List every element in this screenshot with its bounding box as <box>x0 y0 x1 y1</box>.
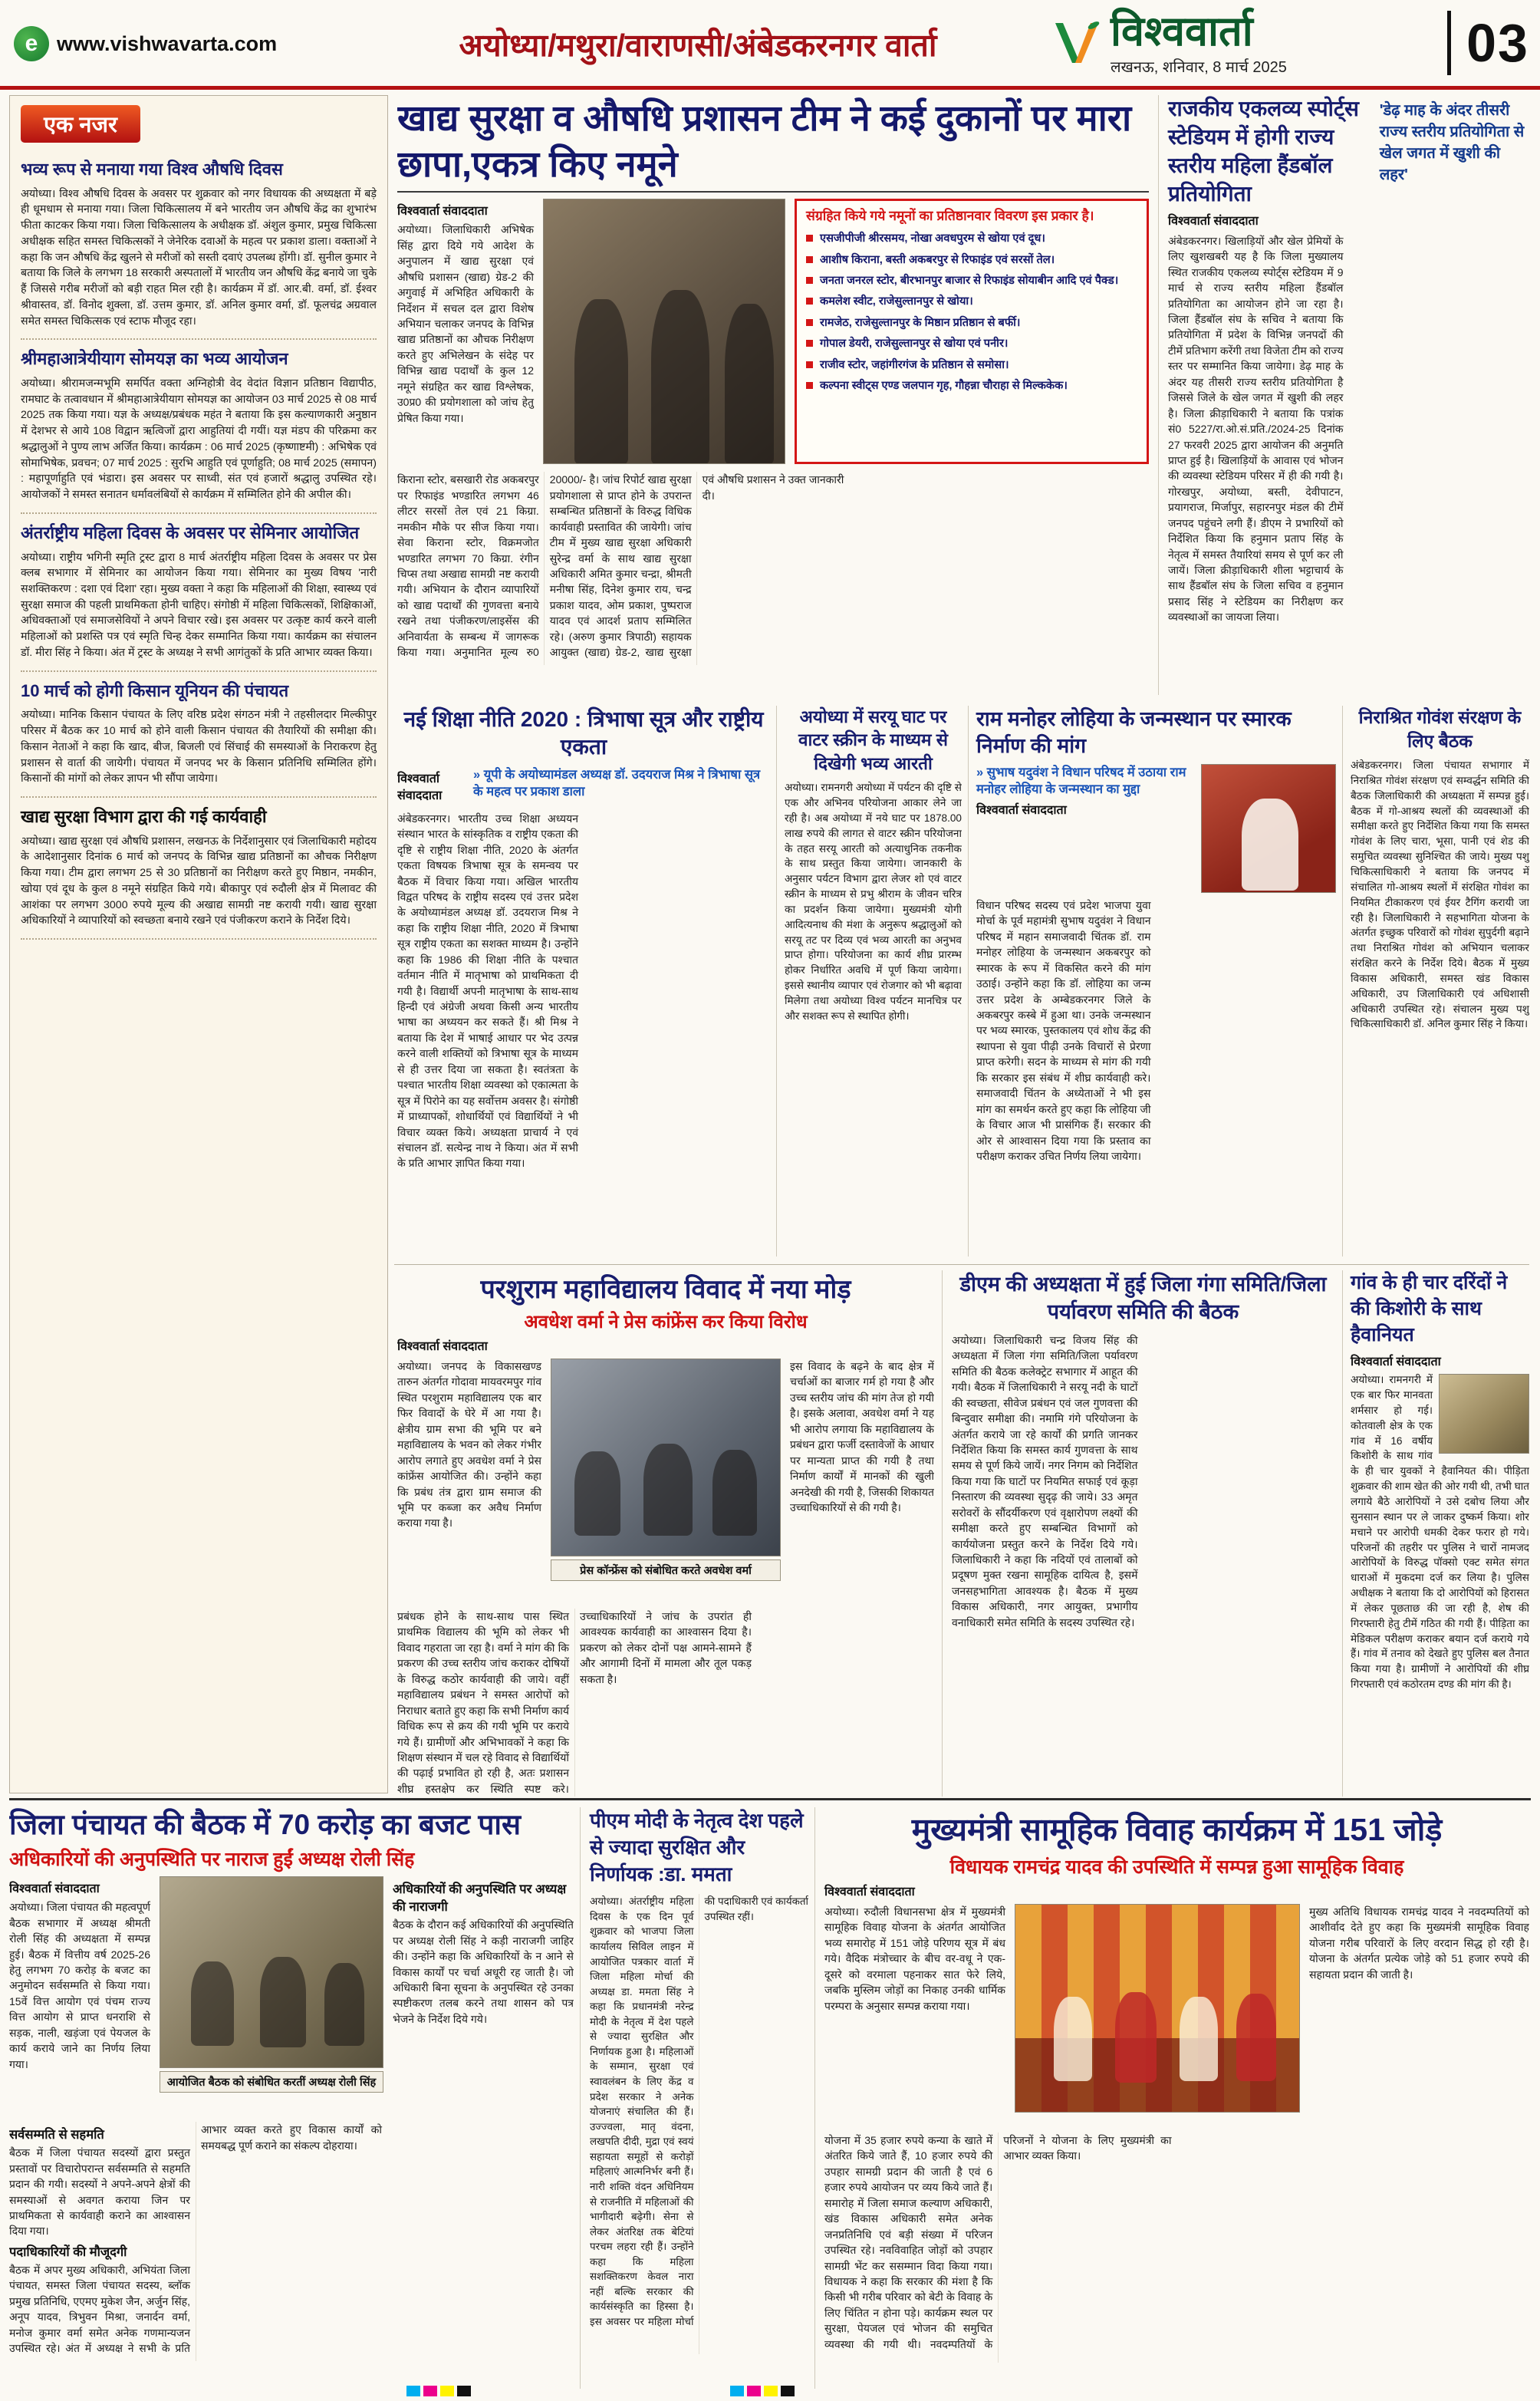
masthead <box>0 0 1540 86</box>
headline-rule <box>397 191 1149 193</box>
bottom-band-divider <box>9 1798 1531 1800</box>
story-dm-ganga-committee <box>942 1270 1334 1797</box>
panchayat-section-body: बैठक के दौरान कई अधिकारियों की अनुपस्थिति पर अध्यक्ष रोली सिंह ने कड़ी नाराजगी जाहिर की। उन्होंने कहा कि अधिकारियों के न आने से विकास कार्यों पर चर्चा अधूरी रह जाती है। जो अधिकारी बिना सूचना के अनुपस्थित रहे उनका स्पष्टीकरण तलब करने तथा शासन को पत्र भेजने के निर्देश दिये गये। <box>393 1918 574 2025</box>
education-byline: विश्ववार्ता संवाददाता <box>397 772 443 802</box>
sample-item: राजीव स्टोर, जहांगीरगंज के प्रतिष्ठान से समोसा। <box>806 357 1137 373</box>
sample-item: कल्पना स्वीट्स एण्ड जलपान गृह, गौहन्ना चौराहा से मिल्ककेक। <box>806 378 1137 394</box>
parshuram-subhead: अवधेश वर्मा ने प्रेस कांफ्रेंस कर किया विरोध <box>524 1312 808 1332</box>
article-body: अयोध्या। विश्व औषधि दिवस के अवसर पर शुक्रवार को नगर विधायक की अध्यक्षता में बड़े ही धूमधाम से मनाया गया। जिला चिकित्सालय में बने भारतीय जन औषधि केंद्र का शुभारंभ फीता काटकर किया गया। जिला चिकित्सालय के अधीक्षक डॉ. अंशुल कुमार, प्रमुख चिकित्सा अधीक्षक सहित समस्त चिकित्सकों ने जेनेरिक दवाओं के महत्व पर प्रकाश डाला। वक्ताओं ने कहा कि जन औषधि केंद्र खुलने से मरीजों को सस्ती दवाएं उपलब्ध होंगी। डॉ. सुनील कुमार ने बताया कि जिले के लगभग 18 सरकारी अस्पतालों में भारतीय जन औषधि केंद्र बनाये जा चुके हैं जिससे गरीब मरीजों को बड़ी राहत मिल रही है। कार्यक्रम में डॉ. आर.बी. वर्मा, डॉ. ईश्वर श्रीवास्तव, डॉ. विनोद शुक्ला, डॉ. उत्तम कुमार, डॉ. अनिल कुमार वर्मा, डॉ. फूलचंद्र अग्रवाल समेत समस्त चिकित्सक एवं स्टाफ मौजूद रहा। <box>21 187 377 328</box>
story-parshuram-college <box>397 1270 934 1797</box>
marriage-body-bottom: योजना में 35 हजार रुपये कन्या के खाते में अंतरित किये जाते हैं, 10 हजार रुपये की उपहार सामग्री प्रदान की जाती है एवं 6 हजार रुपये आयोजन पर व्यय किये जाते हैं। समारोह में जिला समाज कल्याण अधिकारी, खंड विकास अधिकारी समेत अनेक जनप्रतिनिधि एवं बड़ी संख्या में परिजन उपस्थित रहे। नवविवाहित जोड़ों को उपहार सामग्री भेंट कर ससम्मान विदा किया गया। विधायक ने कहा कि सरकार की मंशा है कि किसी भी गरीब परिवार को बेटी के विवाह के लिए चिंतित न होना पड़े। कार्यक्रम स्थल पर सुरक्षा, पेयजल एवं भोजन की समुचित व्यवस्था की गयी थी। नवदम्पतियों के परिजनों ने योजना के लिए मुख्यमंत्री का आभार व्यक्त किया। <box>824 2134 1172 2350</box>
dm-headline: डीएम की अध्यक्षता में हुई जिला गंगा समिति/जिला पर्यावरण समिति की बैठक <box>959 1273 1327 1324</box>
pm-headline: पीएम मोदी के नेतृत्व देश पहले से ज्यादा सुरक्षित और निर्णायक :डा. ममता <box>590 1809 804 1886</box>
lead-headline: खाद्य सुरक्षा व औषधि प्रशासन टीम ने कई दुकानों पर मारा छापा,एकत्र किए नमूने <box>397 97 1132 184</box>
story-samuhik-vivah <box>814 1807 1529 2389</box>
aarti-body: अयोध्या। रामनगरी अयोध्या में पर्यटन की दृष्टि से एक और अभिनव परियोजना आकार लेने जा रही है। अब अयोध्या में नये घाट पर 1878.00 लाख रुपये की लागत से वाटर स्क्रीन परियोजना के तहत सरयू आरती को अत्याधुनिक तकनीक के साथ प्रस्तुत किया जायेगा। जानकारी के अनुसार पर्यटन विभाग द्वारा लेजर शो एवं वाटर स्क्रीन के माध्यम से प्रभु श्रीराम के जीवन चरित्र का प्रदर्शन किया जायेगा। मुख्यमंत्री योगी आदित्यनाथ की मंशा के अनुरूप श्रद्धालुओं को सरयू तट पर दिव्य एवं भव्य आरती का अनुभव प्राप्त होगा। परियोजना का कार्य शीघ्र प्रारम्भ होकर निर्धारित अवधि में पूर्ण किया जायेगा। इससे स्थानीय व्यापार एवं रोजगार को भी बढ़ावा मिलेगा तथा अयोध्या विश्व पर्यटन मानचित्र पर और सशक्त रूप से स्थापित होगी। <box>785 782 962 1022</box>
edition-line: लखनऊ, शनिवार, 8 मार्च 2025 <box>1111 59 1287 77</box>
story-lohia-memorial <box>968 706 1336 1256</box>
lohia-body: विधान परिषद सदस्य एवं प्रदेश भाजपा युवा मोर्चा के पूर्व महामंत्री सुभाष यदुवंश ने विधान परिषद में महान समाजवादी चिंतक डॉ. राम मनोहर लोहिया के जन्मस्थान अकबरपुर को स्मारक के रूप में विकसित करने की मांग उठाई। उन्होंने कहा कि डॉ. लोहिया का जन्म उत्तर प्रदेश के अम्बेडकरनगर जिले के अकबरपुर कस्बे में हुआ था। उनके जन्मस्थान पर भव्य स्मारक, पुस्तकालय एवं शोध केंद्र की स्थापना से युवा पीढ़ी उनके विचारों से प्रेरणा प्राप्त करेगी। सदन के माध्यम से मांग की गयी कि सरकार इस संबंध में शीघ्र कार्यवाही करे। समाजवादी चिंतन के अध्येताओं ने भी इस मांग का समर्थन करते हुए कहा कि लोहिया जी के विचार आज भी प्रासंगिक हैं। सरकार की ओर से आश्वासन दिया गया कि प्रस्ताव का परीक्षण कराकर उचित निर्णय लिया जायेगा। <box>976 898 1151 1162</box>
page-number-box <box>1447 11 1529 75</box>
samples-box <box>795 199 1149 464</box>
sample-item: जनता जनरल स्टोर, बीरभानपुर बाजार से रिफाइंड सोयाबीन आदि एवं पैक्ड। <box>806 273 1137 288</box>
handball-byline: विश्ववार्ता संवाददाता <box>1168 214 1259 228</box>
sidebar-ek-najar <box>9 95 388 1793</box>
samples-box-title: संग्रहित किये गये नमूनों का प्रतिष्ठानवार विवरण इस प्रकार है। <box>806 208 1094 224</box>
panchayat-subhead: अधिकारियों की अनुपस्थिति पर नाराज हुईं अध्यक्ष रोली सिंह <box>9 1849 415 1871</box>
marriage-subhead: विधायक रामचंद्र यादव की उपस्थिति में सम्पन्न हुआ सामूहिक विवाह <box>949 1856 1404 1878</box>
panchayat-photo <box>160 1876 383 2068</box>
sidebar-article-somyagya <box>21 340 377 514</box>
govansh-headline: निराश्रित गोवंश संरक्षण के लिए बैठक <box>1358 707 1522 752</box>
handball-body: अंबेडकरनगर। खिलाड़ियों और खेल प्रेमियों के लिए खुशखबरी यह है कि जिला मुख्यालय स्थित राजकीय एकलव्य स्पोर्ट्स स्टेडियम में 9 मार्च से राज्य स्तरीय महिला हैंडबॉल प्रतियोगिता का आयोजन होने जा रहा है। जिला हैंडबॉल संघ के सचिव ने बताया कि प्रतियोगिता में प्रदेश के विभिन्न जनपदों की टीमें प्रतिभाग करेंगी तथा विजेता टीम को राज्य स्तर पर सम्मानित किया जायेगा। डेढ़ माह के अंदर यह तीसरी राज्य स्तरीय प्रतियोगिता है जिससे जिले के खेल जगत में खुशी की लहर है। जिला क्रीड़ाधिकारी ने बताया कि पत्रांक सं0 5227/रा.ओ.सं.प्रति./2024-25 दिनांक 27 फरवरी 2025 द्वारा आयोजन की अनुमति प्राप्त हुई है। खिलाड़ियों के आवास एवं भोजन की व्यवस्था स्टेडियम परिसर में ही की गयी है। गोरखपुर, अयोध्या, बस्ती, देवीपाटन, प्रयागराज, मिर्जापुर, सहारनपुर मंडल की टीमें जनपद पहुंचने लगी हैं। डीएम ने प्रभारियों को निर्देशित किया कि हनुमान प्रताप सिंह के नेतृत्व में समस्त तैयारियां समय से पूर्ण कर ली जायें। जिला क्रीड़ाधिकारी शीला भट्टाचार्य के साथ हैंडबॉल संघ के जिला सचिव व हनुमान प्रसाद सिंह ने स्टेडियम का निरीक्षण कर व्यवस्थाओं का जायजा लिया। <box>1168 234 1344 624</box>
samples-list <box>806 231 1137 394</box>
govansh-body: अंबेडकरनगर। जिला पंचायत सभागार में निराश्रित गोवंश संरक्षण एवं सम्वर्द्धन समिति की बैठक जिलाधिकारी की अध्यक्षता में सम्पन्न हुई। बैठक में गो-आश्रय स्थलों की व्यवस्थाओं की समीक्षा करते हुए निर्देशित किया गया कि समस्त गोवंश के लिए चारा, भूसा, पानी एवं शेड की समुचित व्यवस्था सुनिश्चित की जाये। मुख्य पशु चिकित्साधिकारी ने बताया कि जनपद में संचालित गो-आश्रय स्थलों में संरक्षित गोवंश का नियमित टीकाकरण एवं ईयर टैगिंग करायी जा रही है। जिलाधिकारी ने सहभागिता योजना के अंतर्गत इच्छुक परिवारों को गोवंश सुपुर्दगी बढ़ाने तथा निराश्रित गोवंश को अभियान चलाकर संरक्षित करने के निर्देश दिये। बैठक में मुख्य विकास अधिकारी, समस्त खंड विकास अधिकारी, उप जिलाधिकारी एवं अधिशासी अधिकारी उपस्थित रहे। संचालन मुख्य पशु चिकित्साधिकारी डॉ. अनिल कुमार सिंह ने किया। <box>1351 759 1529 1030</box>
panchayat-section-title: सर्वसम्मति से सहमति <box>9 2128 104 2142</box>
section-label-ek-najar: एक नजर <box>21 105 140 143</box>
parshuram-byline: विश्ववार्ता संवाददाता <box>397 1340 488 1353</box>
story-pm-modi-mamta <box>580 1807 808 2389</box>
sample-item: एसजीपीजी श्रीरसमय, नोखा अवधपुरम से खोया एवं दूध। <box>806 231 1137 246</box>
sample-item: गोपाल डेयरी, राजेसुल्तानपुर से खोया एवं पनीर। <box>806 336 1137 351</box>
crime-body: अयोध्या। रामनगरी में एक बार फिर मानवता शर्मसार हो गई। कोतवाली क्षेत्र के एक गांव में 16 वर्षीय किशोरी के साथ गांव के ही चार युवकों ने हैवानियत की। पीड़िता शुक्रवार की शाम खेत की ओर गयी थी, तभी घात लगाये बैठे आरोपियों ने उसे दबोच लिया और सुनसान स्थान पर ले जाकर दुष्कर्म किया। शोर मचाने पर आरोपी धमकी देकर फरार हो गये। परिजनों की तहरीर पर पुलिस ने चारों नामजद आरोपियों के विरुद्ध पॉक्सो एक्ट समेत संगत धाराओं में मुकदमा दर्ज कर लिया है। पुलिस अधीक्षक ने बताया कि दो आरोपियों को हिरासत में लेकर पूछताछ की जा रही है, शेष की गिरफ्तारी हेतु टीमें गठित की गयी हैं। पीड़िता का मेडिकल परीक्षण कराकर बयान दर्ज कराये गये हैं। गांव में तनाव को देखते हुए पुलिस बल तैनात किया गया है। ग्रामीणों ने आरोपियों की शीघ्र गिरफ्तारी एवं कठोरतम दण्ड की मांग की है। <box>1351 1374 1529 1691</box>
crime-byline: विश्ववार्ता संवाददाता <box>1351 1355 1441 1369</box>
sidebar-article-kisan-panchayat <box>21 672 377 798</box>
education-body: अंबेडकरनगर। भारतीय उच्च शिक्षा अध्ययन संस्थान भारत के सांस्कृतिक व राष्ट्रीय एकता की दृष्टि से राष्ट्रीय शिक्षा नीति, 2020 के अंतर्गत एकता विषयक त्रिभाषा सूत्र के समन्वय पर बैठक में विचार किया गया। अखिल भारतीय विद्वत परिषद के राष्ट्रीय सदस्य एवं उत्तर प्रदेश के अयोध्यामंडल अध्यक्ष डॉ. उदयराज मिश्र ने कहा कि राष्ट्रीय शिक्षा नीति, 2020 में त्रिभाषा सूत्र राष्ट्रीय एकता का सशक्त माध्यम है। उन्होंने कहा कि 1986 की शिक्षा नीति के पश्चात वर्तमान नीति में मातृभाषा को प्राथमिकता दी गयी है। विद्यार्थी अपनी मातृभाषा के साथ-साथ हिन्दी एवं अंग्रेजी अथवा किसी अन्य भारतीय भाषा का अध्ययन कर सकते हैं। श्री मिश्र ने बताया कि देश में भाषाई आधार पर भेद उत्पन्न करने वाली शक्तियों को त्रिभाषा सूत्र के माध्यम से ही उत्तर दिया जा सकता है। स्वतंत्रता के पश्चात भारतीय शिक्षा व्यवस्था को एकात्मता के सूत्र में पिरोने का यह सर्वोत्तम अवसर है। संगोष्ठी में प्राध्यापकों, शोधार्थियों एवं विद्यार्थियों ने भी विचार व्यक्त किये। अध्यक्षता प्राचार्य ने एवं संचालन डॉ. सत्येन्द्र नाथ ने किया। अंत में सभी के प्रति आभार ज्ञापित किया गया। <box>397 812 578 1170</box>
article-headline: श्रीमहाआत्रेयीयाग सोमयज्ञ का भव्य आयोजन <box>21 349 288 369</box>
panchayat-section-title: पदाधिकारियों की मौजूदगी <box>9 2245 127 2259</box>
handball-headline: राजकीय एकलव्य स्पोर्ट्स स्टेडियम में होगी राज्य स्तरीय महिला हैंडबॉल प्रतियोगिता <box>1168 97 1359 206</box>
paper-name: विश्ववार्ता <box>1111 8 1253 54</box>
panchayat-headline: जिला पंचायत की बैठक में 70 करोड़ का बजट पास <box>9 1809 521 1840</box>
page-number: 03 <box>1466 13 1529 73</box>
paper-branding <box>1052 9 1287 77</box>
vishwavarta-e-logo-icon: e <box>14 26 49 61</box>
lead-story-food-raid <box>397 95 1149 695</box>
registration-marks <box>730 2386 795 2396</box>
panchayat-section-title: अधिकारियों की अनुपस्थिति पर अध्यक्ष की नाराजगी <box>393 1882 567 1915</box>
story-crime-kishori <box>1342 1270 1529 1797</box>
lohia-headline: राम मनोहर लोहिया के जन्मस्थान पर स्मारक निर्माण की मांग <box>976 707 1292 757</box>
sidebar-article-khadya-karyavahi <box>21 798 377 940</box>
lead-byline: विश्ववार्ता संवाददाता <box>397 205 488 219</box>
marriage-body-left: अयोध्या। रुदौली विधानसभा क्षेत्र में मुख्यमंत्री सामूहिक विवाह योजना के अंतर्गत आयोजित भव्य समारोह में 151 जोड़े परिणय सूत्र में बंध गये। वैदिक मंत्रोच्चार के बीच वर-वधू ने एक-दूसरे को वरमाला पहनाकर सात फेरे लिये, जबकि मुस्लिम जोड़ों का निकाह उनकी धार्मिक परम्परा के अनुसार सम्पन्न कराया गया। <box>824 1905 1005 2012</box>
story-govansh-meeting <box>1342 706 1529 1256</box>
crime-photo <box>1439 1374 1529 1454</box>
article-body: अयोध्या। राष्ट्रीय भगिनी स्मृति ट्रस्ट द्वारा 8 मार्च अंतर्राष्ट्रीय महिला दिवस के अवसर पर प्रेस क्लब सभागार में सेमिनार का आयोजन किया गया। सेमिनार का मुख्य विषय 'नारी सशक्तिकरण : दशा एवं दिशा' रहा। मुख्य वक्ता ने कहा कि महिलाओं की शिक्षा, स्वास्थ्य एवं सुरक्षा समाज की पहली प्राथमिकता होनी चाहिए। संगोष्ठी में महिला चिकित्सकों, शिक्षिकाओं, अधिवक्ताओं एवं समाजसेवियों ने अपने विचार रखे। इस अवसर पर उत्कृष्ट कार्य करने वाली महिलाओं को प्रशस्ति पत्र एवं स्मृति चिन्ह देकर सम्मानित किया गया। कार्यक्रम का संचालन डॉ. मीरा सिंह ने किया। अंत में ट्रस्ट के अध्यक्ष ने सभी आगंतुकों के प्रति आभार व्यक्त किया। <box>21 551 377 659</box>
lead-photo <box>543 199 785 464</box>
crime-headline: गांव के ही चार दरिंदों ने की किशोरी के साथ हैवानियत <box>1351 1272 1508 1345</box>
sidebar-article-mahila-divas-seminar <box>21 514 377 672</box>
lead-body: किराना स्टोर, बसखारी रोड अकबरपुर पर रिफाइंड भण्डारित लगभग 46 लीटर सरसों तेल एवं 21 किग्रा. नमकीन मौके पर सीज किया गया। सेवा किराना स्टोर, विक्रमजोत भण्डारित लगभग 70 किग्रा. रंगीन चिप्स तथा अखाद्य सामग्री नष्ट करायी गयी। अभियान के दौरान व्यापारियों को खाद्य पदार्थों की गुणवत्ता बनाये रखने तथा पंजीकरण/लाइसेंस की अनिवार्यता के सम्बन्ध में जागरूक किया गया। अनुमानित मूल्य रु0 20000/- है। जांच रिपोर्ट खाद्य सुरक्षा प्रयोगशाला से प्राप्त होने के उपरान्त सम्बन्धित प्रतिष्ठानों के विरुद्ध विधिक कार्यवाही प्रस्तावित की जायेगी। जांच टीम में मुख्य खाद्य सुरक्षा अधिकारी सुरेन्द्र वर्मा के साथ खाद्य सुरक्षा अधिकारी अमित कुमार चन्द्रा, श्रीमती मनीषा सिंह, दिनेश कुमार राय, चन्द्र प्रकाश यादव, ओम प्रकाश, पुष्पराज यादव एवं आदर्श प्रताप सम्मिलित रहे। (अरुण कुमार त्रिपाठी) सहायक आयुक्त (खाद्य) ग्रेड-2, खाद्य सुरक्षा एवं औषधि प्रशासन ने उक्त जानकारी दी। <box>397 473 844 659</box>
sample-item: आशीष किराना, बस्ती अकबरपुर से रिफाइंड एवं सरसों तेल। <box>806 252 1137 268</box>
marriage-body-right: मुख्य अतिथि विधायक रामचंद्र यादव ने नवदम्पतियों को आशीर्वाद देते हुए कहा कि मुख्यमंत्री सामूहिक विवाह योजना गरीब परिवारों के लिए वरदान सिद्ध हो रही है। योजना के अंतर्गत प्रत्येक जोड़े को 51 हजार रुपये की सहायता प्रदान की जाती है। <box>1309 1905 1529 1981</box>
article-headline: खाद्य सुरक्षा विभाग द्वारा की गई कार्यवाही <box>21 807 267 827</box>
sidebar-article-aushadhi-divas <box>21 150 377 340</box>
site-branding <box>14 26 277 61</box>
panchayat-bottom-sections <box>9 2122 574 2361</box>
panchayat-section-body: बैठक में जिला पंचायत सदस्यों द्वारा प्रस्तुत प्रस्तावों पर विचारोपरान्त सर्वसम्मति से सहमति प्रदान की गयी। सदस्यों ने अपने-अपने क्षेत्रों की समस्याओं से अवगत कराया जिन पर प्राथमिकता से कार्यवाही कराने का आश्वासन दिया गया। <box>9 2146 190 2238</box>
parshuram-body-bottom: प्रबंधक होने के साथ-साथ पास स्थित प्राथमिक विद्यालय की भूमि को लेकर भी विवाद गहराता जा रहा है। वर्मा ने मांग की कि प्रकरण की उच्च स्तरीय जांच कराकर दोषियों के विरुद्ध कठोर कार्यवाही की जाये। वहीं महाविद्यालय प्रबंधन ने समस्त आरोपों को निराधार बताते हुए कहा कि सभी निर्माण कार्य विधिक रूप से क्रय की गयी भूमि पर कराये गये हैं। ग्रामीणों और अभिभावकों ने कहा कि शिक्षण संस्थान में चल रहे विवाद से विद्यार्थियों की पढ़ाई प्रभावित हो रही है, अतः प्रशासन शीघ्र हस्तक्षेप कर स्थिति स्पष्ट करे। उच्चाधिकारियों ने जांच के उपरांत ही आवश्यक कार्यवाही का आश्वासन दिया है। प्रकरण को लेकर दोनों पक्ष आमने-सामने हैं और आगामी दिनों में मामला और तूल पकड़ सकता है। <box>397 1610 752 1795</box>
article-body: अयोध्या। मानिक किसान पंचायत के लिए वरिष्ठ प्रदेश संगठन मंत्री ने तहसीलदार मिल्कीपुर परिसर में बैठक कर 10 मार्च को होने वाली किसान पंचायत की तैयारियों की समीक्षा की। किसान नेताओं ने कहा कि खाद, बीज, बिजली एवं सिंचाई की समस्याओं के निराकरण हेतु प्रशासन से वार्ता की जायेगी। पंचायत में जनपद भर के किसान प्रतिनिधि सम्मिलित होंगे। किसानों की मांगों को लेकर ज्ञापन भी सौंपा जायेगा। <box>21 709 377 786</box>
article-body: अयोध्या। श्रीरामजन्मभूमि समर्पित वक्ता अग्निहोत्री वेद वेदांत विज्ञान प्रतिष्ठान विद्यापीठ, रामघाट के तत्वावधान में श्रीमहाआत्रेयीयाग सोमयज्ञ का आयोजन 03 मार्च 2025 से 08 मार्च 2025 तक किया गया। यज्ञ के अध्यक्ष/प्रबंधक महंत ने बताया कि इस कल्याणकारी अनुष्ठान में देशभर से आये 108 विद्वान ऋत्विजों द्वारा आहुतियां दी गयीं। यज्ञ मंडप की परिक्रमा कर श्रद्धालुओं ने पुण्य लाभ अर्जित किया। कार्यक्रम : 06 मार्च 2025 (कृष्णाष्टमी) : अभिषेक एवं सोमाभिषेक, प्रवचन; 07 मार्च 2025 : सुरभि आहुति एवं पूर्णाहुति; 08 मार्च 2025 (समापन) : महापूर्णाहुति एवं भंडारा। इस अवसर पर साध्वी, संत एवं हजारों श्रद्धालु उपस्थित रहे। आयोजकों ने समस्त सनातन धर्मावलंबियों से कार्यक्रम में सम्मिलित होने की अपील की। <box>21 377 377 502</box>
marriage-headline: मुख्यमंत्री सामूहिक विवाह कार्यक्रम में 151 जोड़े <box>911 1812 1443 1847</box>
band-divider <box>394 1264 1529 1265</box>
marriage-byline: विश्ववार्ता संवाददाता <box>824 1886 915 1899</box>
registration-marks <box>406 2386 471 2396</box>
dm-body: अयोध्या। जिलाधिकारी चन्द्र विजय सिंह की अध्यक्षता में जिला गंगा समिति/जिला पर्यावरण समिति की बैठक कलेक्ट्रेट सभागार में आहूत की गयी। बैठक में जिलाधिकारी ने सरयू नदी के घाटों की स्वच्छता, सीवेज प्रबंधन एवं जल गुणवत्ता की बिन्दुवार समीक्षा की। नमामि गंगे परियोजना के अंतर्गत कराये जा रहे कार्यों की प्रगति जानकर निर्देशित किया कि समस्त कार्य गुणवत्ता के साथ समय से पूर्ण किये जायें। नगर निगम को निर्देशित किया गया कि घाटों पर नियमित सफाई एवं कूड़ा निस्तारण की व्यवस्था सुदृढ़ की जाये। 33 अमृत सरोवरों के सौंदर्यीकरण एवं वृक्षारोपण लक्ष्यों की समीक्षा करते हुए सम्बन्धित विभागों को कार्ययोजना प्रस्तुत करने के निर्देश दिये गये। जिलाधिकारी ने कहा कि नदियों एवं तालाबों को प्रदूषण मुक्त रखना सामूहिक दायित्व है, इसमें जनसहभागिता आवश्यक है। बैठक में मुख्य विकास अधिकारी, नगर आयुक्त, प्रभागीय वनाधिकारी समेत समिति के सदस्य उपस्थित रहे। <box>952 1333 1138 1629</box>
website-url: www.vishwavarta.com <box>57 31 278 55</box>
education-headline: नई शिक्षा नीति 2020 : त्रिभाषा सूत्र और राष्ट्रीय एकता <box>403 707 764 759</box>
pm-body: अयोध्या। अंतर्राष्ट्रीय महिला दिवस के एक दिन पूर्व शुक्रवार को भाजपा जिला कार्यालय सिविल लाइन में आयोजित पत्रकार वार्ता में जिला महिला मोर्चा की अध्यक्ष डा. ममता सिंह ने कहा कि प्रधानमंत्री नरेन्द्र मोदी के नेतृत्व में देश पहले से ज्यादा सुरक्षित और निर्णायक हुआ है। महिलाओं के सम्मान, सुरक्षा एवं स्वावलंबन के लिए केंद्र व प्रदेश सरकार ने अनेक योजनाएं संचालित की हैं। उज्ज्वला, मातृ वंदना, लखपति दीदी, मुद्रा एवं स्वयं सहायता समूहों से करोड़ों महिलाएं आत्मनिर्भर बनी हैं। नारी शक्ति वंदन अधिनियम से राजनीति में महिलाओं की भागीदारी बढ़ेगी। सेना से लेकर अंतरिक्ष तक बेटियां परचम लहरा रही हैं। उन्होंने कहा कि महिला सशक्तिकरण केवल नारा नहीं बल्कि सरकार की कार्यसंस्कृति का हिस्सा है। इस अवसर पर महिला मोर्चा की पदाधिकारी एवं कार्यकर्ता उपस्थित रहीं। <box>590 1895 808 2328</box>
article-headline: भव्य रूप से मनाया गया विश्व औषधि दिवस <box>21 160 283 179</box>
lohia-byline: विश्ववार्ता संवाददाता <box>976 804 1067 818</box>
story-education-policy <box>397 706 770 1256</box>
parshuram-body-left: अयोध्या। जनपद के विकासखण्ड तारुन अंतर्गत गोदावा मायवरमपुर गांव स्थित परशुराम महाविद्यालय एक बार फिर विवादों के घेरे में आ गया है। क्षेत्रीय ग्राम सभा की भूमि पर बने महाविद्यालय के भवन को लेकर गंभीर आरोप लगाते हुए अवधेश वर्मा ने प्रेस कांफ्रेंस आयोजित की। उन्होंने कहा कि प्रबंध तंत्र द्वारा ग्राम समाज की भूमि पर कब्जा कर अवैध निर्माण कराया गया है। <box>397 1360 541 1530</box>
education-kicker: » यूपी के अयोध्यामंडल अध्यक्ष डॉ. उदयराज मिश्र ने त्रिभाषा सूत्र के महत्व पर प्रकाश डाला <box>472 767 761 799</box>
story-handball <box>1158 95 1529 695</box>
marriage-photo <box>1015 1904 1300 2113</box>
panchayat-section-body: बैठक में अपर मुख्य अधिकारी, अभियंता जिला पंचायत, समस्त जिला पंचायत सदस्य, ब्लॉक प्रमुख प्रतिनिधि, एएमए मुकेश जैन, अर्जुन सिंह, अनूप यादव, त्रिभुवन मिश्रा, जनार्दन वर्मा, मनोज कुमार वर्मा समेत अनेक गणमान्यजन उपस्थित रहे। अंत में अध्यक्ष ने सभी के प्रति आभार व्यक्त करते हुए विकास कार्यों को समयबद्ध पूर्ण कराने का संकल्प दोहराया। <box>9 2123 382 2355</box>
lohia-kicker: » सुभाष यदुवंश ने विधान परिषद में उठाया राम मनोहर लोहिया के जन्मस्थान का मुद्दा <box>976 765 1186 797</box>
article-headline: अंतर्राष्ट्रीय महिला दिवस के अवसर पर सेमिनार आयोजित <box>21 522 360 542</box>
panchayat-byline: विश्ववार्ता संवाददाता <box>9 1882 100 1896</box>
article-body: अयोध्या। खाद्य सुरक्षा एवं औषधि प्रशासन, लखनऊ के निर्देशानुसार एवं जिलाधिकारी महोदय के आदेशानुसार दिनांक 6 मार्च को जनपद के विभिन्न खाद्य प्रतिष्ठानों का औचक निरीक्षण किया गया। टीम द्वारा लगभग 25 से 30 प्रतिष्ठानों का निरीक्षण करते हुए मिष्ठान, नमकीन, खोया एवं दूध के कुल 8 नमूने संग्रहित किये गये। बीकापुर एवं रुदौली क्षेत्र में मिलावट की आशंका पर लगभग 3000 रुपये मूल्य की अखाद्य सामग्री नष्ट करायी गयी। खाद्य सुरक्षा अधिकारियों ने व्यापारियों को स्वच्छता बनाये रखने एवं पंजीकरण कराने के निर्देश दिये। <box>21 835 377 927</box>
parshuram-photo <box>551 1359 781 1556</box>
lohia-photo <box>1201 764 1336 893</box>
parshuram-headline: परशुराम महाविद्यालय विवाद में नया मोड़ <box>480 1275 851 1304</box>
masthead-rule <box>0 86 1540 90</box>
vishwavarta-v-logo-icon <box>1052 20 1101 66</box>
panchayat-intro: अयोध्या। जिला पंचायत की महत्वपूर्ण बैठक सभागार में अध्यक्ष श्रीमती रोली सिंह की अध्यक्षता में सम्पन्न हुई। बैठक में वित्तीय वर्ष 2025-26 हेतु लगभग 70 करोड़ के बजट का अनुमोदन सर्वसम्मति से किया गया। 15वें वित्त आयोग एवं पंचम राज्य वित्त आयोग से प्राप्त धनराशि से सड़क, नाली, खड़ंजा एवं पेयजल के कार्य कराये जाने का निर्णय लिया गया। <box>9 1901 150 2070</box>
handball-pullquote: 'डेढ़ माह के अंदर तीसरी राज्य स्तरीय प्रतियोगिता से खेल जगत में खुशी की लहर' <box>1379 102 1525 183</box>
story-zila-panchayat-budget <box>9 1807 574 2389</box>
sample-item: रामजेठ, राजेसुल्तानपुर के मिष्ठान प्रतिष्ठान से बर्फी। <box>806 315 1137 331</box>
lead-intro: अयोध्या। जिलाधिकारी अभिषेक सिंह द्वारा दिये गये आदेश के अनुपालन में खाद्य सुरक्षा एवं औषधि प्रशासन (खाद्य) ग्रेड-2 की अगुवाई में अभिहित अधिकारी के निर्देशन में सचल दल द्वारा विशेष अभियान चलाकर जनपद के विभिन्न खाद्य प्रतिष्ठानों का औचक निरीक्षण करते हुए अभिलेखन के संदेह पर विभिन्न खाद्य पदार्थों के कुल 12 नमूने संग्रहित कर खाद्य विश्लेषक, उ0प्र0 की प्रयोगशाला को जांच हेतु प्रेषित किया गया। <box>397 223 534 424</box>
sample-item: कमलेश स्वीट, राजेसुल्तानपुर से खोया। <box>806 294 1137 309</box>
parshuram-body-right: इस विवाद के बढ़ने के बाद क्षेत्र में चर्चाओं का बाजार गर्म हो गया है और उच्च स्तरीय जांच की मांग तेज हो गयी है। इसके अलावा, अवधेश वर्मा ने यह भी आरोप लगाया कि महाविद्यालय के प्रबंधन द्वारा फर्जी दस्तावेजों के आधार पर मान्यता प्राप्त की गयी है तथा निर्माण कार्यों में मानकों की खुली अनदेखी की गयी है, जिसकी शिकायत उच्चाधिकारियों से की गयी है। <box>790 1360 934 1513</box>
story-sarayu-aarti <box>776 706 962 1256</box>
panchayat-photo-caption: आयोजित बैठक को संबोधित करतीं अध्यक्ष रोली सिंह <box>160 2071 383 2093</box>
aarti-headline: अयोध्या में सरयू घाट पर वाटर स्क्रीन के माध्यम से दिखेगी भव्य आरती <box>798 707 948 773</box>
parshuram-photo-caption: प्रेस कॉन्फ्रेंस को संबोधित करते अवधेश वर्मा <box>551 1559 781 1581</box>
region-line: अयोध्या/मथुरा/वाराणसी/अंबेडकरनगर वार्ता <box>459 28 937 63</box>
article-headline: 10 मार्च को होगी किसान यूनियन की पंचायत <box>21 680 289 700</box>
